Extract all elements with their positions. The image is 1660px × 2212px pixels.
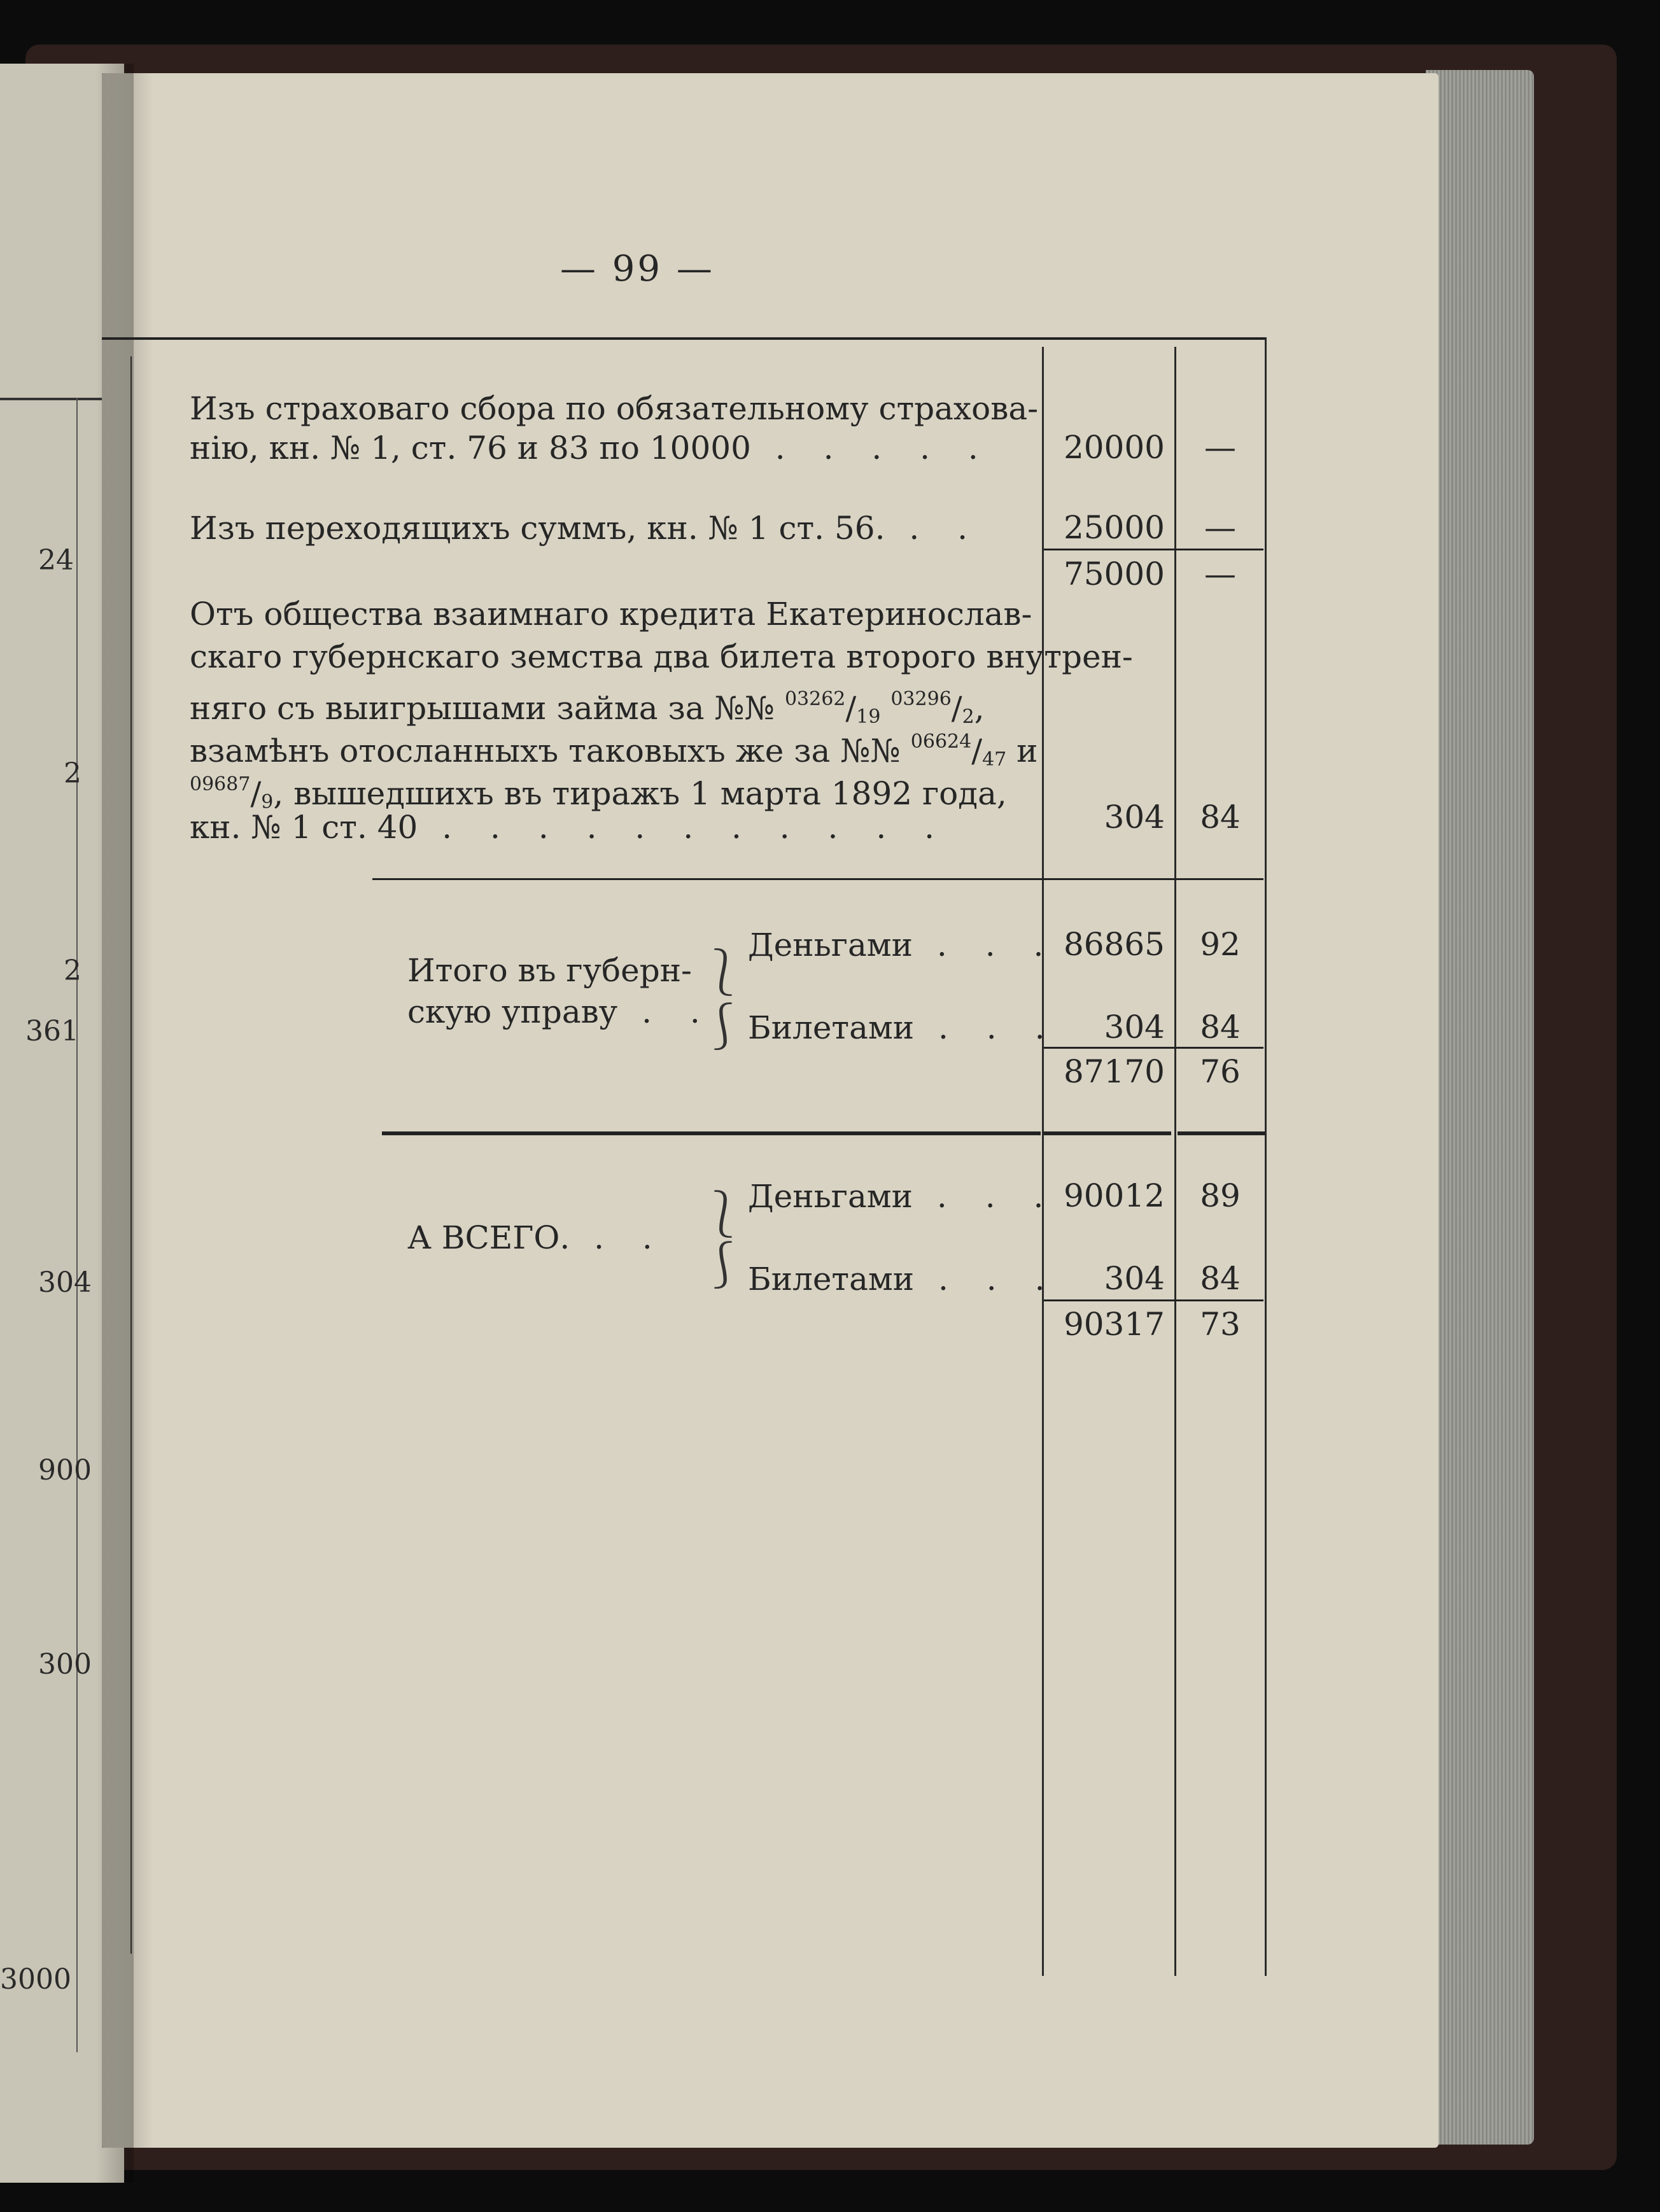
rubles-value: 304 <box>1104 799 1165 836</box>
left-page-number: 304 <box>38 1266 92 1299</box>
left-page-number: 24 <box>38 544 74 577</box>
brace-icon: ⎱ <box>700 1187 747 1241</box>
entry-line: нію, кн. № 1, ст. 76 и 83 по 10000 . . . . . <box>190 430 992 466</box>
left-page-column-rule <box>76 398 78 2052</box>
kopecks-value: — <box>1204 429 1236 466</box>
left-page-number: 2 <box>64 757 81 790</box>
total-rubles: 87170 <box>1063 1053 1165 1090</box>
entry-line: $^{09687}/_9$, вышедшихъ въ тиражъ 1 марта 1892 года, <box>190 773 1007 813</box>
book-page <box>102 73 1438 2148</box>
section-rule-bold <box>1044 1131 1171 1135</box>
section-rule-bold <box>1178 1131 1265 1135</box>
rubles-value: 86865 <box>1063 926 1165 963</box>
left-page-number: 2 <box>64 955 81 987</box>
kopecks-value: 89 <box>1200 1177 1241 1214</box>
subtotal-rubles: 75000 <box>1063 556 1165 592</box>
tickets-label: Билетами . . . <box>748 1261 1059 1298</box>
total-rubles: 90317 <box>1063 1306 1165 1343</box>
itogo-label: скую управу . . <box>407 993 714 1030</box>
rubles-column-rule <box>1042 347 1044 1976</box>
total-kopecks: 76 <box>1200 1053 1241 1090</box>
entry-line: Отъ общества взаимнаго кредита Екатеринослав- <box>190 596 1032 633</box>
brace-icon: ⎱ <box>700 946 747 999</box>
kopecks-value: 84 <box>1200 799 1241 836</box>
subtotal-rule <box>1044 549 1263 550</box>
right-column-rule <box>1265 337 1267 1976</box>
entry-line: Изъ переходящихъ суммъ, кн. № 1 ст. 56. . . <box>190 510 982 547</box>
money-label: Деньгами . . . <box>748 927 1058 963</box>
page-edges <box>1426 70 1534 2145</box>
page-number: — 99 — <box>560 248 715 290</box>
brace-icon: ⎰ <box>700 1238 747 1292</box>
itogo-label: Итого въ губерн- <box>407 952 692 989</box>
section-rule <box>372 878 1263 880</box>
left-page-number: 300 <box>38 1648 92 1681</box>
kopecks-column-rule <box>1174 347 1176 1976</box>
money-label: Деньгами . . . <box>748 1178 1058 1215</box>
rubles-value: 304 <box>1104 1009 1165 1046</box>
kopecks-value: — <box>1204 509 1236 546</box>
text-column-left-rule <box>130 356 132 1954</box>
entry-line: кн. № 1 ст. 40 . . . . . . . . . . . <box>190 809 949 846</box>
left-page-number: 3000 <box>0 1963 71 1996</box>
kopecks-value: 92 <box>1200 926 1241 963</box>
vsego-label: А ВСЕГО. . . <box>407 1219 666 1256</box>
rubles-value: 25000 <box>1063 509 1165 546</box>
section-rule-bold <box>382 1131 1041 1135</box>
left-page-number: 900 <box>38 1454 92 1487</box>
left-page-shadow <box>95 64 134 2183</box>
brace-icon: ⎰ <box>700 1000 747 1053</box>
entry-line: няго съ выигрышами займа за №№ $^{03262}/_{19}$ $^{03296}/_2$, <box>190 688 985 728</box>
left-page-number: 361 <box>25 1015 79 1047</box>
rubles-value: 90012 <box>1063 1177 1165 1214</box>
rubles-value: 304 <box>1104 1260 1165 1297</box>
subtotal-kopecks: — <box>1204 556 1236 592</box>
entry-line: взамѣнъ отосланныхъ таковыхъ же за №№ $^{06624}/_{47}$ и <box>190 731 1038 771</box>
total-rule <box>1044 1299 1263 1301</box>
rubles-value: 20000 <box>1063 429 1165 466</box>
kopecks-value: 84 <box>1200 1260 1241 1297</box>
total-rule <box>1044 1047 1263 1049</box>
header-rule <box>102 337 1267 340</box>
tickets-label: Билетами . . . <box>748 1009 1059 1046</box>
entry-line: скаго губернскаго земства два билета второго внутрен- <box>190 638 1133 675</box>
total-kopecks: 73 <box>1200 1306 1241 1343</box>
entry-line: Изъ страховаго сбора по обязательному страхова- <box>190 390 1039 427</box>
kopecks-value: 84 <box>1200 1009 1241 1046</box>
